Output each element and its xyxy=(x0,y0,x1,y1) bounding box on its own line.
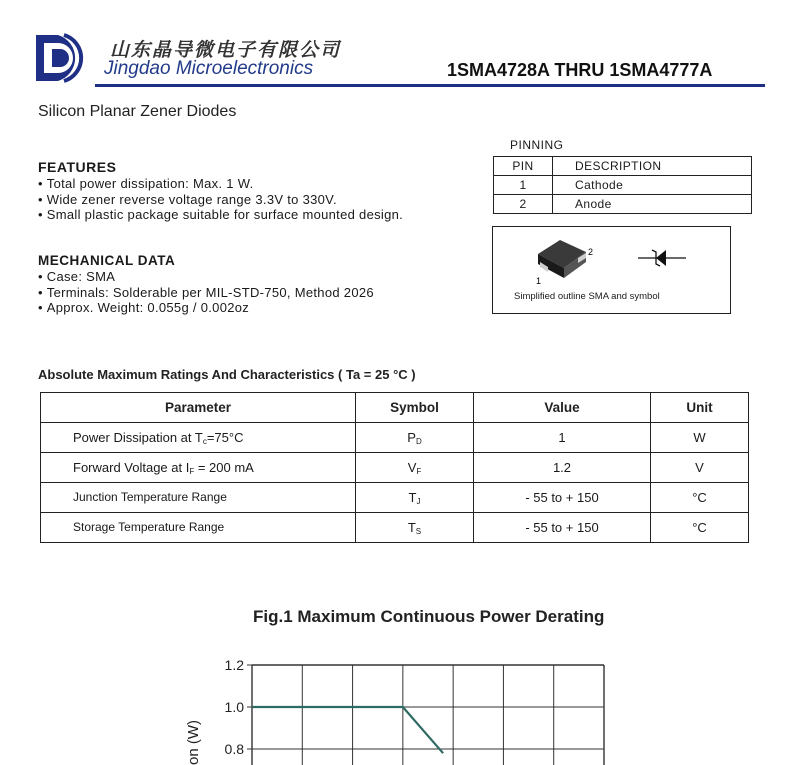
company-name-english: Jingdao Microelectronics xyxy=(104,58,314,79)
y-tick-label: 1.0 xyxy=(224,699,244,715)
table-row xyxy=(494,157,752,176)
list-item: • Terminals: Solderable per MIL-STD-750, Method 2026 xyxy=(38,285,374,301)
table-header-cell: Unit xyxy=(651,393,749,423)
company-logo xyxy=(34,33,96,83)
pinning-table xyxy=(493,156,752,214)
header-divider xyxy=(95,84,765,87)
table-cell: Anode xyxy=(553,195,752,214)
list-item: • Small plastic package suitable for surface mounted design. xyxy=(38,207,403,223)
list-item: • Wide zener reverse voltage range 3.3V to 330V. xyxy=(38,192,403,208)
param-cell: Junction Temperature Range xyxy=(41,483,356,513)
table-row xyxy=(41,483,749,513)
table-header-cell: PIN xyxy=(494,157,553,176)
symbol-cell: $V_F$ xyxy=(356,453,474,483)
outline-caption: Simplified outline SMA and symbol xyxy=(514,291,660,302)
symbol-cell: $T_J$ xyxy=(356,483,474,513)
unit-cell: °C xyxy=(651,513,749,543)
chart-title: Fig.1 Maximum Continuous Power Derating xyxy=(253,607,605,626)
unit-cell: V xyxy=(651,453,749,483)
table-header-cell: Parameter xyxy=(41,393,356,423)
unit-cell: W xyxy=(651,423,749,453)
table-row xyxy=(41,423,749,453)
table-row xyxy=(41,453,749,483)
y-tick-label: 0.8 xyxy=(224,741,244,757)
pinning-title: PINNING xyxy=(510,138,564,152)
table-row xyxy=(494,195,752,214)
unit-cell: °C xyxy=(651,483,749,513)
mechanical-list xyxy=(38,269,374,316)
pin-label-1: 1 xyxy=(536,276,542,286)
zener-diode-symbol-icon xyxy=(636,244,688,272)
company-name-chinese: 山东晶导微电子有限公司 xyxy=(110,40,342,61)
param-cell: Storage Temperature Range xyxy=(41,513,356,543)
y-axis-label: on (W) xyxy=(185,720,202,765)
document-subtitle: Silicon Planar Zener Diodes xyxy=(38,103,237,120)
table-cell: Cathode xyxy=(553,176,752,195)
table-cell: 1 xyxy=(494,176,553,195)
series-line xyxy=(252,707,443,753)
list-item: • Total power dissipation: Max. 1 W. xyxy=(38,176,403,192)
table-row xyxy=(494,176,752,195)
part-number-range: 1SMA4728A THRU 1SMA4777A xyxy=(447,60,713,80)
table-cell: 2 xyxy=(494,195,553,214)
table-header-cell: Symbol xyxy=(356,393,474,423)
symbol-cell: $P_D$ xyxy=(356,423,474,453)
mechanical-heading: MECHANICAL DATA xyxy=(38,253,176,268)
value-cell: 1.2 xyxy=(474,453,651,483)
y-tick-label: 1.2 xyxy=(224,657,244,673)
derating-chart xyxy=(0,640,790,765)
param-cell: Power Dissipation at $T_c=75^\circ C$ xyxy=(41,423,356,453)
symbol-cell: $T_S$ xyxy=(356,513,474,543)
pin-label-2: 2 xyxy=(588,247,594,257)
param-cell: Forward Voltage at $I_F = 200$ mA xyxy=(41,453,356,483)
ratings-table xyxy=(40,392,749,543)
value-cell: - 55 to + 150 xyxy=(474,483,651,513)
value-cell: 1 xyxy=(474,423,651,453)
value-cell: - 55 to + 150 xyxy=(474,513,651,543)
table-header-cell: Value xyxy=(474,393,651,423)
ratings-title: Absolute Maximum Ratings And Characteristics ( Ta = 25 °C ) xyxy=(38,367,416,382)
list-item: • Approx. Weight: 0.055g / 0.002oz xyxy=(38,300,374,316)
features-list xyxy=(38,176,403,223)
table-row xyxy=(41,393,749,423)
table-header-cell: DESCRIPTION xyxy=(553,157,752,176)
features-heading: FEATURES xyxy=(38,159,117,175)
table-row xyxy=(41,513,749,543)
list-item: • Case: SMA xyxy=(38,269,374,285)
sma-package-icon xyxy=(530,232,610,286)
